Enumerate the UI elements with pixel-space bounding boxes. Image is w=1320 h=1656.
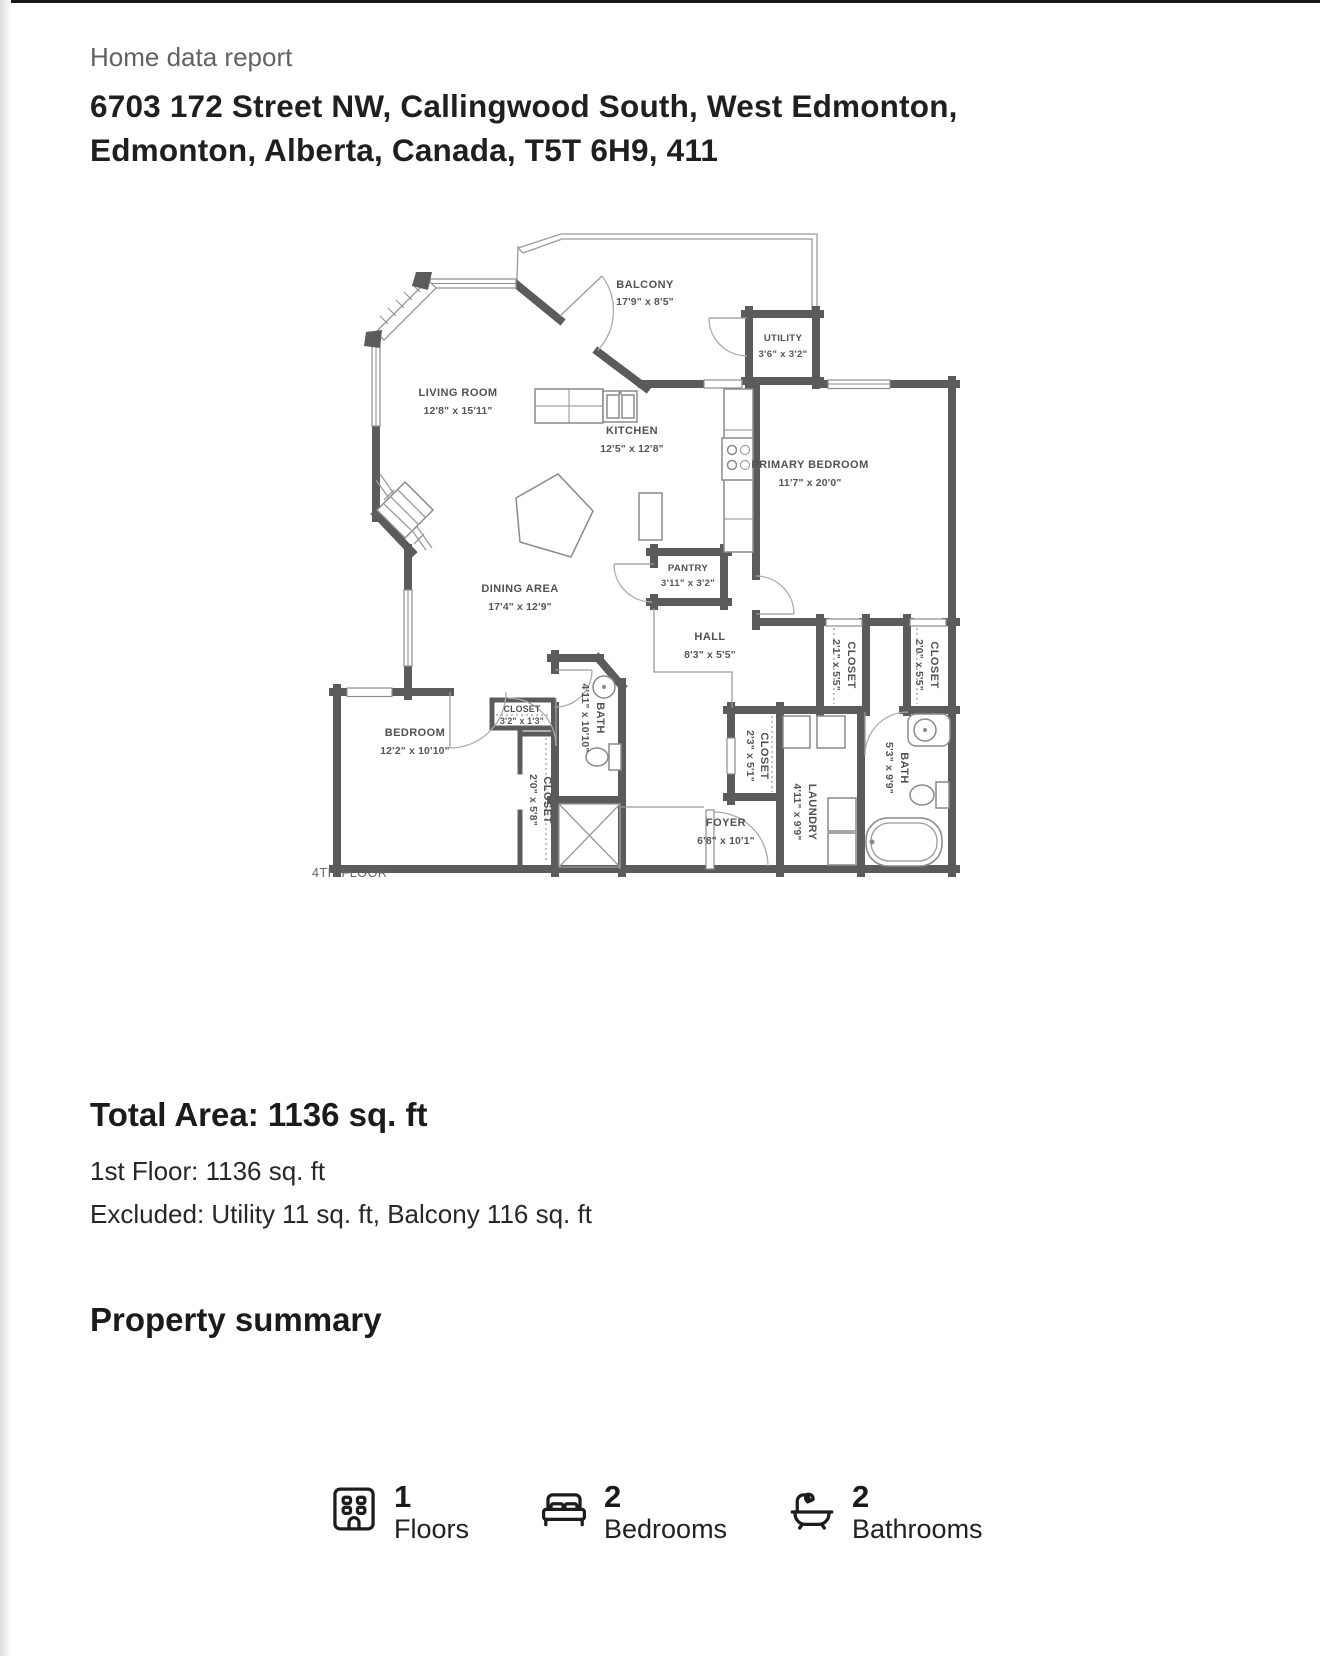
total-area-heading: Total Area: 1136 sq. ft [90,1096,428,1133]
report-type-label: Home data report [90,42,293,72]
room-dims-foyer: 6'8" x 10'1" [697,836,755,847]
room-label-closet-e: CLOSET [758,732,770,780]
room-dims-pantry: 3'11" x 3'2" [660,578,716,589]
room-dims-living-room: 12'8" x 15'11" [423,406,493,417]
bedrooms-label: Bedrooms [604,1514,728,1544]
room-label-balcony: BALCONY [616,279,674,291]
room-dims-closet-b: 2'0" x 5'5" [913,639,924,691]
bathrooms-label: Bathrooms [852,1514,983,1544]
room-label-closet-c: CLOSET [503,704,541,714]
excluded-area: Excluded: Utility 11 sq. ft, Balcony 116 sq. ft [90,1199,592,1229]
room-label-primary-bedroom: PRIMARY BEDROOM [751,459,869,471]
room-dims-closet-a: 2'1" x 5'5" [830,639,841,691]
room-dims-closet-d: 2'0" x 5'8" [527,774,538,826]
room-dims-primary-bedroom: 11'7" x 20'0" [778,478,842,489]
room-label-closet-d: CLOSET [541,776,553,824]
room-dims-kitchen: 12'5" x 12'8" [600,444,664,455]
room-label-bath-right: BATH [898,752,910,784]
floors-label: Floors [394,1514,470,1544]
room-label-kitchen: KITCHEN [605,425,659,437]
room-dims-balcony: 17'9" x 8'5" [616,297,674,308]
room-dims-bath-left: 4'11" x 10'10" [579,683,590,753]
room-label-bath-left: BATH [594,702,606,734]
walls [333,284,956,873]
room-dims-dining-area: 17'4" x 12'9" [488,602,552,613]
floor-level-label: 4TH FLOOR [312,866,388,880]
first-floor-area: 1st Floor: 1136 sq. ft [90,1156,326,1186]
page-left-edge [0,0,11,1656]
bed-icon [538,1483,590,1535]
room-dims-bedroom: 12'2" x 10'10" [380,746,450,757]
room-label-living-room: LIVING ROOM [418,387,498,399]
room-dims-hall: 8'3" x 5'5" [684,650,736,661]
floor-plan [320,212,960,882]
bathtub-icon [786,1483,838,1535]
building-icon [328,1483,380,1535]
room-label-hall: HALL [694,631,726,643]
stat-floors [328,1481,469,1545]
room-label-foyer: FOYER [705,817,747,829]
room-dims-closet-c: 3'2" x 1'3" [499,716,545,726]
room-label-laundry: LAUNDRY [806,783,818,841]
room-labels [380,279,940,847]
room-dims-closet-e: 2'3" x 5'1" [744,730,755,782]
room-label-closet-a: CLOSET [845,641,857,689]
property-summary-heading: Property summary [90,1301,382,1338]
floors-count: 1 [394,1479,412,1514]
top-edge-divider [0,0,1320,3]
bedrooms-count: 2 [604,1479,622,1514]
room-label-pantry: PANTRY [667,563,709,574]
room-label-utility: UTILITY [763,333,803,344]
room-label-closet-b: CLOSET [928,641,940,689]
stat-bathrooms [786,1481,983,1545]
room-label-bedroom: BEDROOM [384,727,446,739]
room-label-dining-area: DINING AREA [481,583,559,595]
property-stats-row [0,1481,1320,1571]
bathrooms-count: 2 [852,1479,870,1514]
room-dims-bath-right: 5'3" x 9'9" [883,742,894,794]
room-dims-laundry: 4'11" x 9'9" [791,783,802,841]
page-title: 6703 172 Street NW, Callingwood South, West Edmonton, Edmonton, Alberta, Canada, T5T 6H9, 411 [90,88,958,168]
stat-bedrooms [538,1481,727,1545]
room-dims-utility: 3'6" x 3'2" [758,349,808,360]
